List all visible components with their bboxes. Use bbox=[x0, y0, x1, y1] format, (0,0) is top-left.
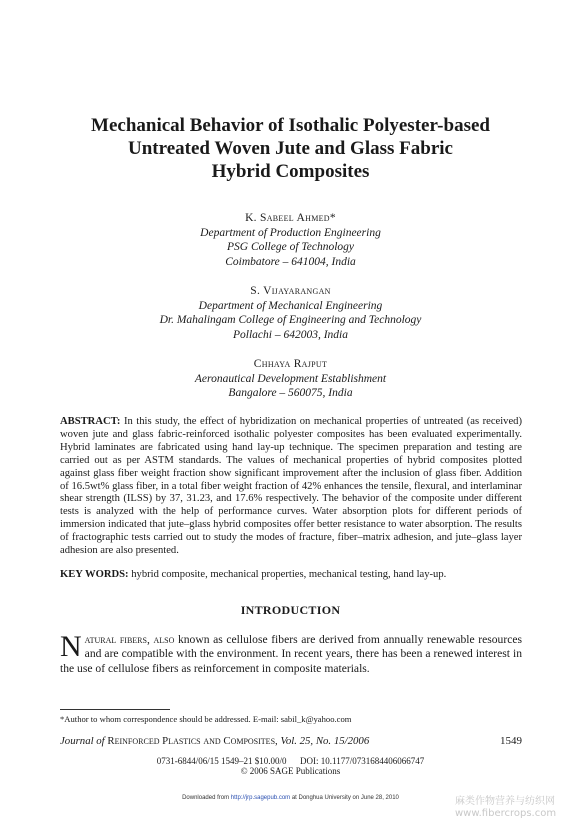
intro-text: known as cellulose fibers are derived from annually renewable resources and are compatible with the environment. In recent years, there has been a renewed interest in the use of cellulose fibers as reinforcement in composite materials. bbox=[60, 633, 523, 675]
affiliation-line: Bangalore – 560075, India bbox=[228, 387, 353, 399]
author-block-3 bbox=[0, 357, 581, 401]
title-line-1: Mechanical Behavior of Isothalic Polyester-based bbox=[91, 115, 490, 136]
title-line-2: Untreated Woven Jute and Glass Fabric bbox=[128, 138, 453, 159]
copyright-line: © 2006 SAGE Publications bbox=[240, 766, 341, 776]
journal-citation bbox=[60, 735, 369, 747]
intro-lead-smallcaps: atural fibers, also bbox=[84, 633, 175, 646]
journal-name: Reinforced Plastics and Composites, bbox=[107, 735, 278, 747]
keywords bbox=[60, 568, 522, 581]
author-block-1 bbox=[0, 211, 581, 269]
download-suffix: at Donghua University on June 28, 2010 bbox=[290, 795, 399, 801]
page-number: 1549 bbox=[500, 735, 522, 747]
footnote: *Author to whom correspondence should be addressed. E-mail: sabil_k@yahoo.com bbox=[60, 714, 352, 724]
author-name: K. Sabeel Ahmed* bbox=[245, 212, 336, 224]
affiliation-line: PSG College of Technology bbox=[226, 241, 355, 253]
journal-prefix: Journal of bbox=[60, 735, 105, 747]
download-link[interactable]: http://jrp.sagepub.com bbox=[230, 795, 291, 801]
abstract bbox=[60, 416, 522, 558]
keywords-text: hybrid composite, mechanical properties, mechanical testing, hand lay-up. bbox=[128, 569, 447, 580]
affiliation-line: Coimbatore – 641004, India bbox=[225, 255, 356, 268]
download-prefix: Downloaded from bbox=[182, 795, 231, 801]
issn-doi-line: 0731-6844/06/15 1549–21 $10.00/0 DOI: 10.1177/0731684406066747 bbox=[156, 756, 425, 766]
title-line-3: Hybrid Composites bbox=[211, 161, 370, 182]
introduction-paragraph bbox=[60, 630, 523, 676]
abstract-label: ABSTRACT: bbox=[60, 416, 121, 427]
footnote-rule bbox=[60, 709, 170, 710]
abstract-text: In this study, the effect of hybridization on mechanical properties of untreated (as received) woven jute and glass fabric-reinforced isothalic polyester composites has been evaluated experimentally. Hybrid laminates are fabricated using hand lay-up technique. The specimen preparation and testing are carried out as per ASTM standards. The values of mechanical properties of hybrid composites plotted against glass fiber weight fraction show significant improvement after the inclusion of glass fiber. Addition of 16.5wt% glass fiber, in a total fiber weight fraction of 42% enhances the tensile, flexural, and interlaminar shear strength (ILSS) by 37, 31.23, and 17.6% respectively. The behavior of the composite under different tests is analyzed with the help of performance curves. Water absorption plots for different periods of immersion indicated that jute–glass hybrid composites offer better resistance to water absorption. The results of fractographic tests carried out to study the modes of fracture, fiber–matrix adhesion, and jute–glass layer adhesion are also presented. bbox=[60, 416, 522, 557]
watermark-line-1: 麻类作物营养与纺织网 bbox=[455, 796, 555, 807]
affiliation-line: Pollachi – 642003, India bbox=[233, 328, 348, 341]
affiliation-line: Department of Production Engineering bbox=[200, 226, 381, 239]
affiliation-line: Department of Mechanical Engineering bbox=[198, 299, 383, 312]
keywords-label: KEY WORDS: bbox=[60, 569, 129, 580]
journal-volume: Vol. 25, No. 15/2006 bbox=[280, 735, 370, 747]
author-name: Chhaya Rajput bbox=[253, 358, 328, 370]
paper-title bbox=[0, 114, 581, 183]
watermark bbox=[455, 796, 580, 820]
watermark-line-2: www.fibercrops.com bbox=[455, 808, 557, 819]
author-block-2 bbox=[0, 284, 581, 342]
section-heading-introduction: INTRODUCTION bbox=[240, 603, 341, 617]
affiliation-line: Aeronautical Development Establishment bbox=[194, 372, 387, 385]
author-name: S. Vijayarangan bbox=[250, 285, 331, 297]
affiliation-line: Dr. Mahalingam College of Engineering and Technology bbox=[159, 314, 422, 326]
drop-cap: N bbox=[60, 630, 82, 663]
